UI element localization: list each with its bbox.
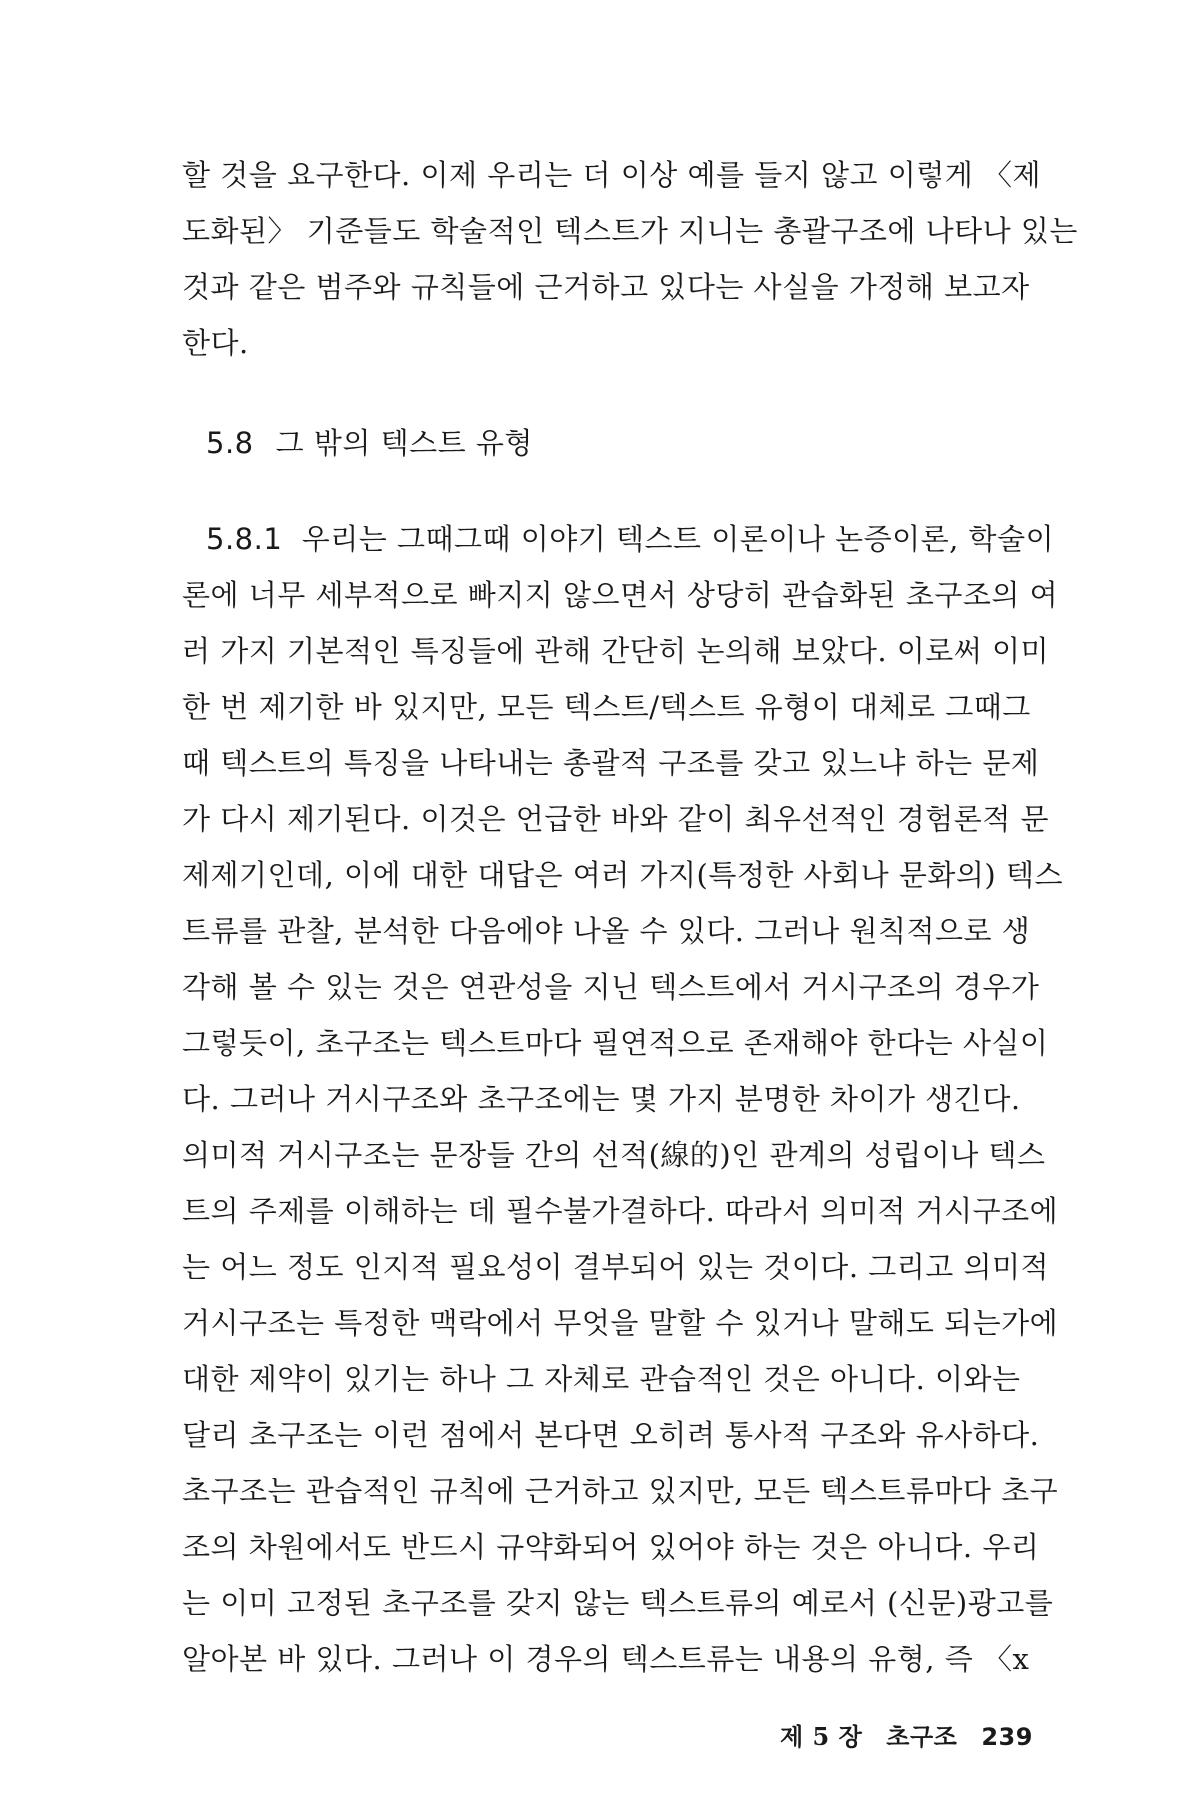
body-line: 알아본 바 있다. 그러나 이 경우의 텍스트류는 내용의 유형, 즉 〈x: [182, 1642, 1030, 1676]
body-line: 조의 차원에서도 반드시 규약화되어 있어야 하는 것은 아니다. 우리: [182, 1530, 1040, 1564]
body-line: 제제기인데, 이에 대한 대답은 여러 가지(특정한 사회나 문화의) 텍스: [182, 858, 1063, 892]
body-line: 때 텍스트의 특징을 나타내는 총괄적 구조를 갖고 있느냐 하는 문제: [182, 746, 1040, 780]
intro-line: 한다.: [182, 326, 249, 360]
body-line: 의미적 거시구조는 문장들 간의 선적(線的)인 관계의 성립이나 텍스: [182, 1138, 1046, 1172]
body-line: 그렇듯이, 초구조는 텍스트마다 필연적으로 존재해야 한다는 사실이: [182, 1026, 1049, 1060]
body-line: 가 다시 제기된다. 이것은 언급한 바와 같이 최우선적인 경험론적 문: [182, 802, 1050, 836]
body-line: 트류를 관찰, 분석한 다음에야 나올 수 있다. 그러나 원칙적으로 생: [182, 914, 1031, 948]
footer-title: 초구조: [886, 1722, 958, 1751]
body-line: 는 어느 정도 인지적 필요성이 결부되어 있는 것이다. 그리고 의미적: [182, 1250, 1050, 1284]
body-line: 론에 너무 세부적으로 빠지지 않으면서 상당히 관습화된 초구조의 여: [182, 578, 1059, 612]
footer-chapter: 제 5 장: [780, 1722, 863, 1751]
body-line: 대한 제약이 있기는 하나 그 자체로 관습적인 것은 아니다. 이와는: [182, 1362, 1021, 1396]
page-footer: [780, 1722, 1033, 1752]
page-number: 239: [981, 1723, 1033, 1751]
body-line: 다. 그러나 거시구조와 초구조에는 몇 가지 분명한 차이가 생긴다.: [182, 1082, 1021, 1116]
body-line: 트의 주제를 이해하는 데 필수불가결하다. 따라서 의미적 거시구조에: [182, 1194, 1059, 1228]
intro-line: 할 것을 요구한다. 이제 우리는 더 이상 예를 들지 않고 이렇게 〈제: [182, 158, 1041, 192]
intro-line: 것과 같은 범주와 규칙들에 근거하고 있다는 사실을 가정해 보고자: [182, 270, 1030, 304]
section-number: 5.8: [206, 426, 254, 460]
body-line: 초구조는 관습적인 규칙에 근거하고 있지만, 모든 텍스트류마다 초구: [182, 1474, 1059, 1508]
section-title: 그 밖의 텍스트 유형: [275, 426, 533, 460]
body-line: 거시구조는 특정한 맥락에서 무엇을 말할 수 있거나 말해도 되는가에: [182, 1306, 1059, 1340]
body-line: 각해 볼 수 있는 것은 연관성을 지닌 텍스트에서 거시구조의 경우가: [182, 970, 1040, 1004]
body-line: 우리는 그때그때 이야기 텍스트 이론이나 논증이론, 학술이: [301, 522, 1055, 556]
paragraph-first-line: [206, 520, 1055, 558]
body-line: 는 이미 고정된 초구조를 갖지 않는 텍스트류의 예로서 (신문)광고를: [182, 1586, 1054, 1620]
intro-line: 도화된〉 기준들도 학술적인 텍스트가 지니는 총괄구조에 나타나 있는: [182, 214, 1078, 248]
subsection-number: 5.8.1: [206, 522, 283, 556]
body-line: 한 번 제기한 바 있지만, 모든 텍스트/텍스트 유형이 대체로 그때그: [182, 690, 1031, 724]
body-line: 달리 초구조는 이런 점에서 본다면 오히려 통사적 구조와 유사하다.: [182, 1418, 1040, 1452]
section-heading: [206, 424, 533, 462]
body-line: 러 가지 기본적인 특징들에 관해 간단히 논의해 보았다. 이로써 이미: [182, 634, 1050, 668]
